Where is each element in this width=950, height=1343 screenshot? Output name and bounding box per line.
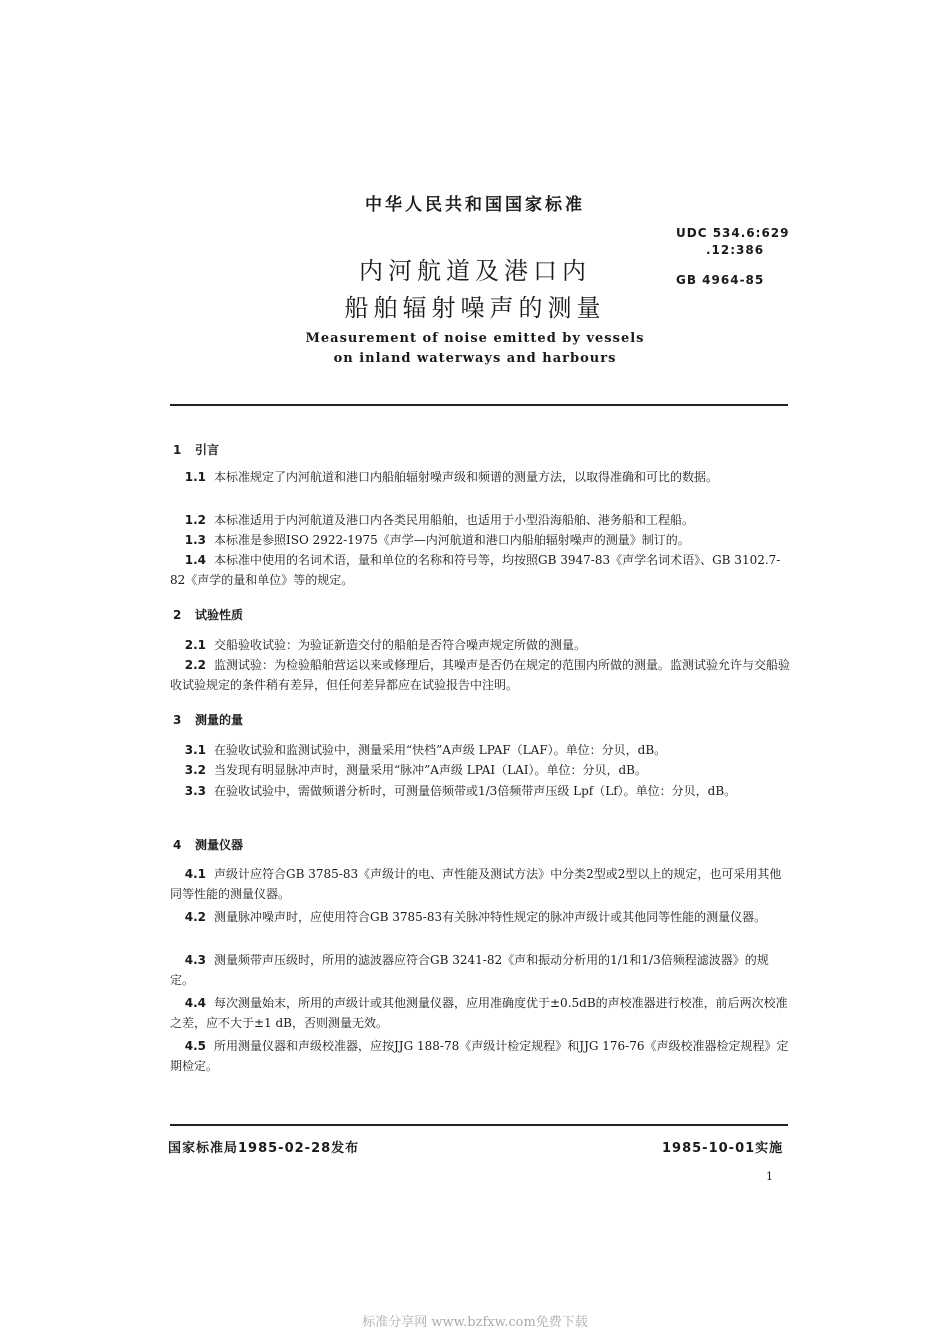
- udc-code-line1: UDC 534.6:629: [676, 226, 790, 240]
- title-en-line2: on inland waterways and harbours: [333, 351, 617, 366]
- effective-date: 1985-10-01实施: [662, 1141, 784, 1156]
- issue-date: 国家标准局1985-02-28发布: [168, 1141, 360, 1156]
- paragraph-text: 所用测量仪器和声级校准器，应按JJG 188-78《声级计检定规程》和JJG 176-76《声级校准器检定规程》定期检定。: [170, 1039, 789, 1073]
- paragraph-2-1: [170, 635, 790, 655]
- section-title: 测量的量: [195, 713, 244, 727]
- section-heading-1: [173, 441, 219, 458]
- paragraph-4-4: [170, 993, 790, 1033]
- paragraph-text: 本标准规定了内河航道和港口内船舶辐射噪声级和频谱的测量方法，以取得准确和可比的数据。: [214, 470, 719, 484]
- paragraph-4-2: [170, 907, 790, 927]
- paragraph-text: 本标准中使用的名词术语，量和单位的名称和符号等，均按照GB 3947-83《声学名词术语》、GB 3102.7-82《声学的量和单位》等的规定。: [170, 553, 781, 587]
- paragraph-number: 1.3: [184, 533, 206, 547]
- title-cn-line1: 内河航道及港口内: [359, 257, 591, 285]
- paragraph-number: 1.1: [184, 470, 206, 484]
- section-heading-3: [173, 711, 243, 728]
- paragraph-number: 3.3: [184, 784, 206, 798]
- paragraph-text: 在验收试验和监测试验中，测量采用“快档”A声级 LPAF（LAF）。单位：分贝，dB。: [214, 743, 667, 757]
- paragraph-1-4: [170, 550, 790, 590]
- paragraph-number: 4.3: [184, 953, 206, 967]
- paragraph-number: 3.2: [184, 763, 206, 777]
- paragraph-2-2: [170, 655, 790, 695]
- section-number: 1: [173, 443, 182, 457]
- paragraph-4-3: [170, 950, 790, 990]
- section-title: 试验性质: [195, 608, 244, 622]
- paragraph-text: 测量频带声压级时，所用的滤波器应符合GB 3241-82《声和振动分析用的1/1和1/3倍频程滤波器》的规定。: [170, 953, 769, 987]
- paragraph-text: 在验收试验中，需做频谱分析时，可测量倍频带或1/3倍频带声压级 Lpf（Lf）。单位：分贝，dB。: [214, 784, 737, 798]
- section-number: 3: [173, 713, 182, 727]
- paragraph-text: 监测试验：为检验船舶营运以来或修理后，其噪声是否仍在规定的范围内所做的测量。监测试验允许与交船验收试验规定的条件稍有差异，但任何差异都应在试验报告中注明。: [170, 658, 791, 692]
- paragraph-3-2: [170, 760, 790, 780]
- paragraph-number: 4.4: [184, 996, 206, 1010]
- national-standard-label: 中华人民共和国国家标准: [365, 195, 585, 215]
- paragraph-4-5: [170, 1036, 790, 1076]
- paragraph-4-1: [170, 864, 790, 904]
- section-number: 4: [173, 838, 182, 852]
- paragraph-1-3: [170, 530, 790, 550]
- paragraph-text: 声级计应符合GB 3785-83《声级计的电、声性能及测试方法》中分类2型或2型以上的规定，也可采用其他同等性能的测量仪器。: [170, 867, 782, 901]
- paragraph-1-2: [170, 510, 790, 530]
- top-divider: [170, 404, 788, 406]
- udc-code-line2: .12:386: [706, 243, 765, 257]
- paragraph-number: 4.2: [184, 910, 206, 924]
- paragraph-number: 1.2: [184, 513, 206, 527]
- gb-standard-number: GB 4964-85: [676, 273, 765, 287]
- bottom-divider: [170, 1124, 788, 1126]
- paragraph-text: 每次测量始末，所用的声级计或其他测量仪器，应用准确度优于±0.5dB的声校准器进行校准，前后两次校准之差，应不大于±1 dB，否则测量无效。: [170, 996, 788, 1030]
- title-cn-line2: 船舶辐射噪声的测量: [344, 294, 606, 322]
- paragraph-number: 3.1: [184, 743, 206, 757]
- section-heading-2: [173, 606, 243, 623]
- paragraph-number: 2.1: [184, 638, 206, 652]
- page-number: 1: [766, 1170, 773, 1183]
- paragraph-text: 当发现有明显脉冲声时，测量采用“脉冲”A声级 LPAI（LAI）。单位：分贝，dB。: [214, 763, 647, 777]
- paragraph-3-3: [170, 781, 790, 801]
- paragraph-text: 本标准适用于内河航道及港口内各类民用船舶，也适用于小型沿海船舶、港务船和工程船。: [214, 513, 695, 527]
- watermark-text: 标准分享网 www.bzfxw.com免费下载: [362, 1315, 588, 1330]
- paragraph-3-1: [170, 740, 790, 760]
- paragraph-number: 4.5: [184, 1039, 206, 1053]
- paragraph-1-1: [170, 467, 790, 487]
- section-number: 2: [173, 608, 182, 622]
- paragraph-text: 测量脉冲噪声时，应使用符合GB 3785-83有关脉冲特性规定的脉冲声级计或其他同等性能的测量仪器。: [214, 910, 767, 924]
- section-title: 测量仪器: [195, 838, 244, 852]
- section-title: 引言: [195, 443, 220, 457]
- paragraph-number: 1.4: [184, 553, 206, 567]
- title-en-line1: Measurement of noise emitted by vessels: [305, 331, 645, 346]
- paragraph-number: 4.1: [184, 867, 206, 881]
- section-heading-4: [173, 836, 243, 853]
- paragraph-text: 交船验收试验：为验证新造交付的船舶是否符合噪声规定所做的测量。: [214, 638, 587, 652]
- paragraph-number: 2.2: [184, 658, 206, 672]
- paragraph-text: 本标准是参照ISO 2922-1975《声学—内河航道和港口内船舶辐射噪声的测量》制订的。: [214, 533, 690, 547]
